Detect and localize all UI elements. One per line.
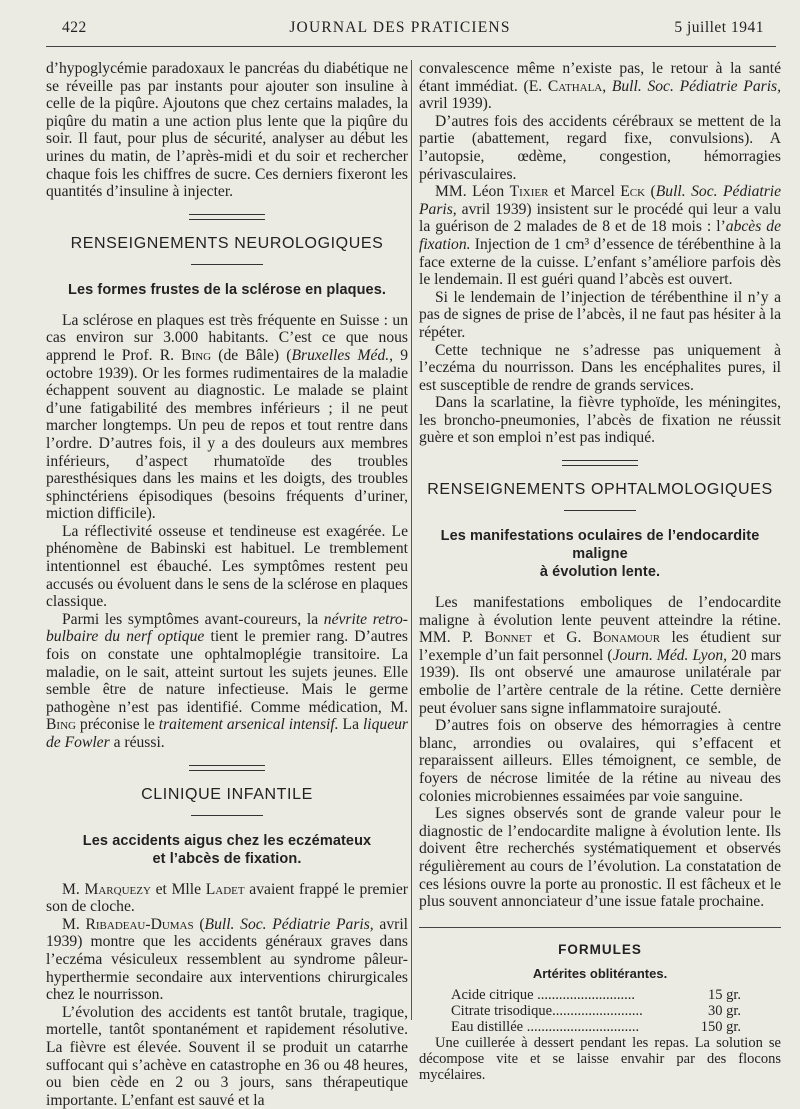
header-rule [46, 46, 776, 47]
paragraph: Dans la scarlatine, la fièvre typhoïde, les méningites, les broncho-pneumonies, l’abcès de fixation ne réussit guère et son emploi n’est pas indiqué. [419, 394, 781, 447]
paragraph: MM. Léon Tixier et Marcel Eck (Bull. Soc. Pédiatrie Paris, avril 1939) insistent sur le procédé qui leur a valu la guérison de 2 malades de 8 et de 18 mois : l’abcès de fixation. Injection de 1 cm³ d’essence de térébenthine à la face externe de la cuisse. L’enfant s’améliore parfois dès le lendemain. Il est guéri quand l’abcès est ouvert. [419, 183, 782, 289]
article-title: Les accidents aigus chez les eczémateux et l’abcès de fixation. [82, 832, 372, 867]
page-header [0, 19, 800, 41]
formulas-title: FORMULES [558, 941, 642, 957]
paragraph: Parmi les symptômes avant-coureurs, la névrite retro-bulbaire du nerf optique tient le premier rang. D’autres fois on constate une ophtalmoplégie transitoire. La maladie, on le sait, atteint surtout les sujets jeunes. Elle semble être de nature infectieuse. Mais le germe pathogène n’est pas identifié. Comme médication, M. Bing préconise le traitement arsenical intensif. La liqueur de Fowler a réussi. [46, 610, 408, 751]
paragraph: d’hypoglycémie paradoxaux le pancréas du diabétique ne se réveille pas par instants pour ajouter son insuline à celle de la piqûre. Ajoutons que chez certains malades, la piqûre du matin a une action plus lente que la piqûre du soir. Il faut, pour plus de sécurité, analyser au début les urines du matin, de l’après-midi et du soir et rechercher chaque fois les chiffres de sucre. Ces derniers fixeront les quantités d’insuline à injecter. [46, 60, 408, 201]
paragraph: Les signes observés sont de grande valeur pour le diagnostic de l’endocardite maligne à évolution lente. Ils doivent être recherchés systématiquement et observés régulièrement au cours de l’évolution. La constatation de ces lésions ouvre la porte au pronostic. Il est fâcheux et le plus souvent annonciateur d’une issue fatale prochaine. [419, 805, 781, 911]
article-title: Les manifestations oculaires de l’endocardite maligne à évolution lente. [440, 528, 760, 581]
short-rule [191, 815, 263, 816]
issue-date: 5 juillet 1941 [674, 19, 764, 36]
formula-row: Citrate trisodique......................... 30 gr. [451, 1002, 741, 1019]
paragraph: Cette technique ne s’adresse pas uniquement à l’eczéma du nourrisson. Dans les encéphalites pures, il est susceptible de rendre de grands services. [419, 341, 781, 394]
section-heading: RENSEIGNEMENTS OPHTALMOLOGIQUES [427, 481, 773, 499]
paragraph: Les manifestations emboliques de l’endocardite maligne à évolution lente peuvent atteindre la rétine. MM. P. Bonnet et G. Bonamour les étudient sur l’exemple d’un fait personnel (Journ. Méd. Lyon, 20 mars 1939). Ils ont observé une amaurose unilatérale par embolie de l’artère centrale de la rétine. Cette dernière peut évoluer sans signe inflammatoire surajouté. [419, 594, 782, 717]
short-rule [564, 510, 636, 511]
page-number: 422 [62, 19, 87, 36]
right-column [419, 60, 781, 1083]
paragraph: D’autres fois des accidents cérébraux se mettent de la partie (abattement, regard fixe, convulsions). A l’autopsie, œdème, congestion, hémorragies périvasculaires. [419, 112, 781, 183]
formula-row: Acide citrique ........................... 15 gr. [451, 986, 741, 1003]
left-column [46, 60, 408, 1109]
paragraph: La sclérose en plaques est très fréquente en Suisse : un cas environ sur 3.000 habitants. C’est ce que nous apprend le Prof. R. Bing (de Bâle) (Bruxelles Méd., 9 octobre 1939). Or les formes rudimentaires de la maladie échappent souvent au diagnostic. Le malade se plaint d’une fatigabilité des membres inférieurs ; il ne peut marcher longtemps. Un peu de repos et tout rentre dans l’ordre. D’autres fois, il y a des douleurs aux membres inférieurs, d’aspect rhumatoïde des troubles paresthésiques dans les mains et les doigts, des troubles sphinctériens épisodiques (besoins fréquents d’uriner, miction difficile). [46, 311, 409, 523]
double-rule [189, 214, 265, 220]
column-divider [411, 60, 412, 1020]
short-rule [191, 264, 263, 265]
formula-row: Eau distillée ............................... 150 gr. [451, 1018, 741, 1035]
paragraph: convalescence même n’existe pas, le retour à la santé étant immédiat. (E. Cathala, Bull. Soc. Pédiatrie Paris, avril 1939). [419, 60, 781, 113]
paragraph: L’évolution des accidents est tantôt brutale, tragique, mortelle, tantôt spontanément et rapidement résolutive. La fièvre est élevée. Souvent il se produit un catarrhe suffocant qui s’achève en catastrophe en 36 ou 48 heures, ou bien cède en 2 ou 3 jours, sans thérapeutique importante. L’enfant est sauvé et la [46, 1003, 408, 1109]
section-heading: CLINIQUE INFANTILE [141, 785, 313, 803]
section-heading: RENSEIGNEMENTS NEUROLOGIQUES [70, 234, 384, 252]
paragraph: La réflectivité osseuse et tendineuse est exagérée. Le phénomène de Babinski est habituel. Le tremblement intentionnel est ébauché. Les symptômes restent peu accusés ou évoluent dans le sens de la sclérose en plaques classique. [46, 522, 408, 611]
formulas-subtitle: Artérites oblitérantes. [532, 965, 668, 981]
formulas-box [419, 927, 781, 1083]
paragraph: Si le lendemain de l’injection de térébenthine il n’y a pas de signes de prise de l’abcès, il ne faut pas hésiter à la répéter. [419, 288, 781, 341]
article-title: Les formes frustes de la sclérose en plaques. [68, 281, 386, 298]
paragraph: D’autres fois on observe des hémorragies à centre blanc, arrondies ou ovalaires, qui s’effacent et reparaissent ailleurs. Elles témoignent, ce semble, de foyers de nécrose limitée de la rétine au niveau des colonies microbiennes essaimées par voie sanguine. [419, 717, 781, 805]
double-rule [562, 460, 638, 466]
formula-note: Une cuillerée à dessert pendant les repas. La solution se décompose vite et se laisse envahir par des flocons mycélaires. [419, 1034, 781, 1083]
paragraph: M. Ribadeau-Dumas (Bull. Soc. Pédiatrie Paris, avril 1939) montre que les accidents généraux graves dans l’eczéma vésiculeux ressemblent au syndrome pâleur-hyperthermie secondaire aux interventions chirurgicales chez le nourrisson. [46, 915, 409, 1004]
journal-title: JOURNAL DES PRATICIENS [289, 19, 511, 36]
double-rule [189, 765, 265, 771]
paragraph: M. Marquezy et Mlle Ladet avaient frappé le premier son de cloche. [46, 880, 408, 916]
